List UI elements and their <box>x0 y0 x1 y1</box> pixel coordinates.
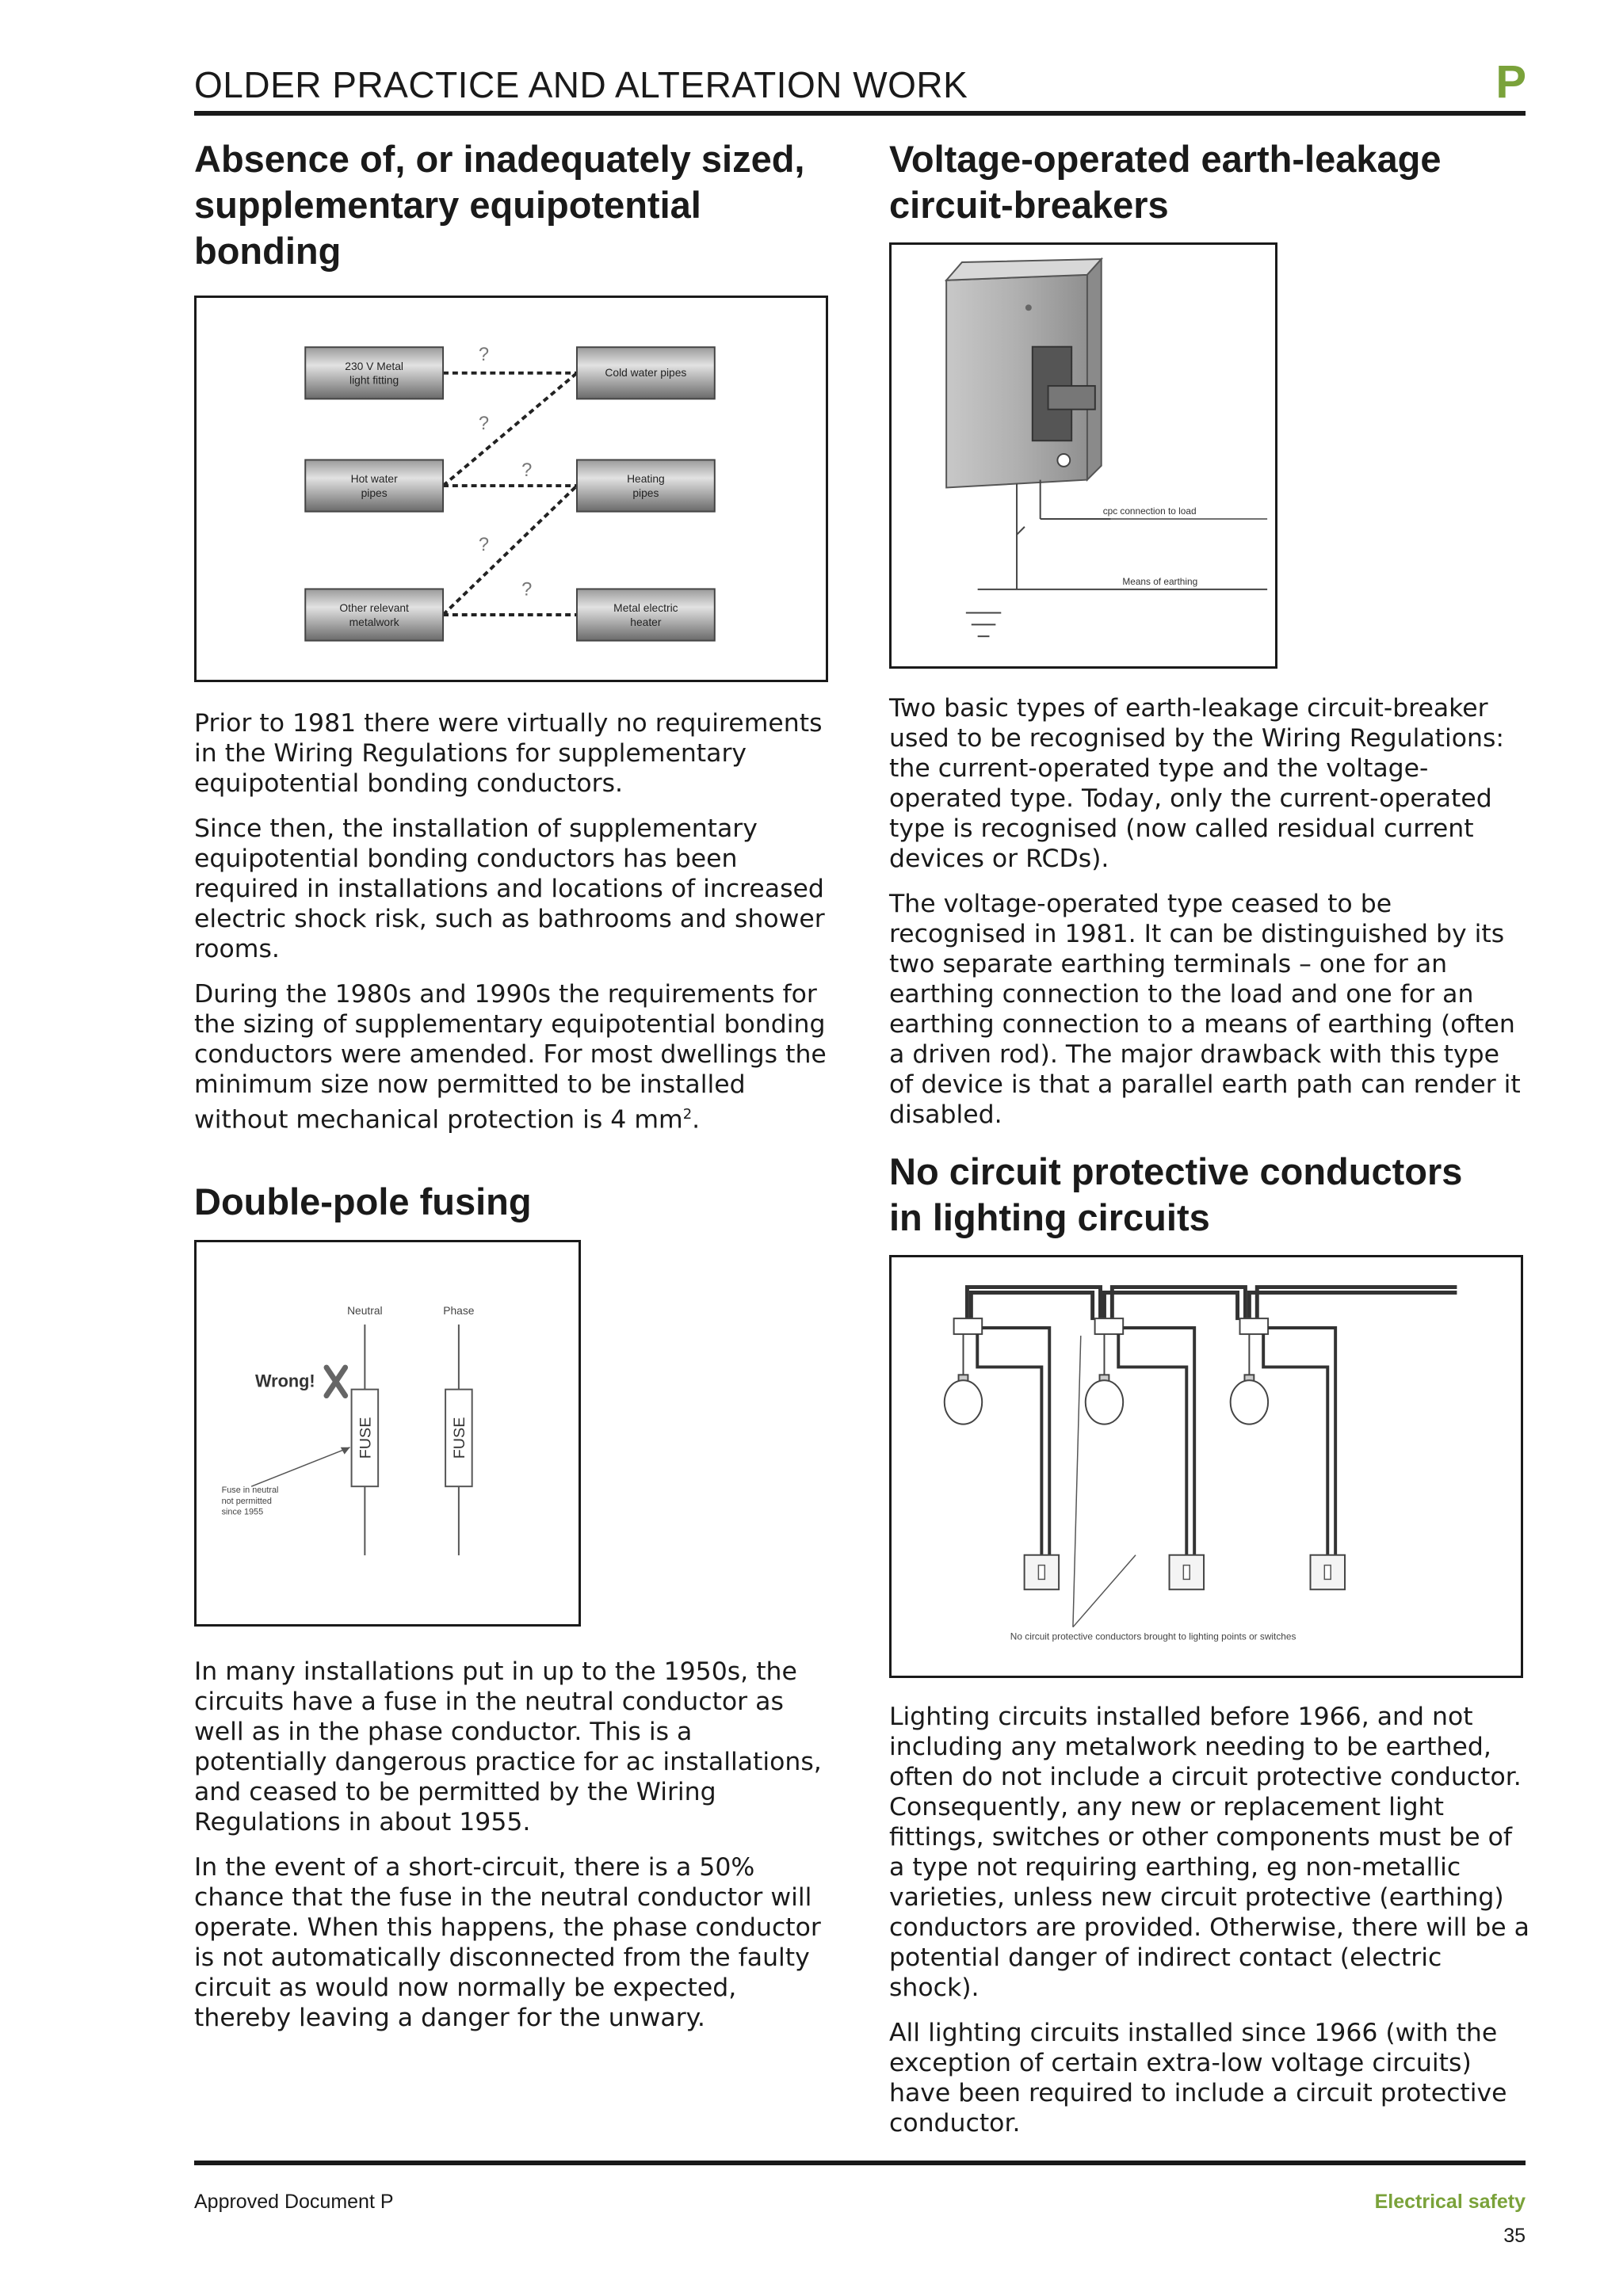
connection-line <box>443 373 577 486</box>
box-label: light fitting <box>349 373 399 387</box>
bonding-box <box>577 347 715 399</box>
neutral-label: Neutral <box>347 1303 383 1317</box>
question-mark: ? <box>478 535 490 556</box>
box-label: metalwork <box>349 615 399 628</box>
bulb-icon <box>1086 1380 1123 1424</box>
question-mark: ? <box>478 345 490 366</box>
box-label: heater <box>630 615 662 628</box>
breaker-toggle[interactable] <box>1048 386 1095 410</box>
paragraph: Lighting circuits installed before 1966, and not including any metalwork needing to be earthed, often do not include a circuit protective conductor. Consequently, any new or replacement light fittings, switches or other components must be of a type not requiring earthing, eg non-metallic varieties, unless new circuit protective (earthing) conductors are provided. Otherwise, there will be a potential danger of indirect contact (electric shock). <box>889 1703 1529 2002</box>
heading-line: Voltage-operated earth-leakage <box>889 138 1442 180</box>
load-label: cpc connection to load <box>1102 505 1197 517</box>
heading-supplementary-bonding <box>194 136 828 274</box>
question-mark: ? <box>478 413 490 434</box>
box-label: Other relevant <box>339 601 409 615</box>
earth-label: Means of earthing <box>1122 575 1198 587</box>
paragraph: All lighting circuits installed since 1966 (with the exception of certain extra-low voltage circuits) have been required to include a circuit protective conductor. <box>889 2019 1507 2138</box>
paragraph-end: . <box>692 1105 701 1135</box>
bonding-box <box>577 589 715 640</box>
heading-line: in lighting circuits <box>889 1196 1210 1238</box>
note-line: not permitted <box>221 1496 272 1506</box>
heading-double-pole-fusing: Double-pole fusing <box>194 1180 532 1222</box>
pointer-line <box>1073 1336 1081 1627</box>
bonding-box <box>305 347 443 399</box>
box-label: pipes <box>632 486 659 499</box>
bonding-connections <box>443 373 577 615</box>
section3-body <box>889 693 1531 1145</box>
phase-label: Phase <box>443 1303 475 1317</box>
wire-mark <box>1017 527 1025 535</box>
light-switch-icon <box>1025 1555 1060 1590</box>
question-mark: ? <box>521 579 533 601</box>
footer-section-title: Electrical safety <box>1374 2191 1526 2213</box>
bonding-box <box>577 460 715 511</box>
screw-icon <box>1025 304 1032 311</box>
box-label: Hot water <box>350 472 398 486</box>
bonding-box <box>305 460 443 511</box>
ceiling-rose <box>954 1318 983 1334</box>
section2-body <box>194 1657 828 2048</box>
switch-cable <box>982 1328 1335 1555</box>
footer-document-title: Approved Document P <box>194 2191 394 2213</box>
pointer-line <box>251 1447 349 1486</box>
wrong-label: Wrong! <box>255 1371 315 1391</box>
bulb-icon <box>945 1380 982 1424</box>
lighting-caption: No circuit protective conductors brought to lighting points or switches <box>1010 1630 1296 1642</box>
section4-body <box>889 1702 1531 2153</box>
question-mark: ? <box>521 460 533 482</box>
bulb-icon <box>1231 1380 1268 1424</box>
light-switch-icon <box>1170 1555 1205 1590</box>
heading-line: Absence of, or inadequately sized, <box>194 138 805 180</box>
paragraph: The voltage-operated type ceased to be recognised in 1981. It can be distinguished by its two separate earthing terminals – one for an earthing connection to the load and one for an earthing connection to a means of earthing (often a driven rod). The major drawback with this type of device is that a parallel earth path can render it disabled. <box>889 890 1521 1129</box>
pointer-line <box>1073 1555 1136 1627</box>
header-divider <box>194 111 1526 116</box>
switch-cable <box>977 1334 1327 1555</box>
ceiling-rose <box>1095 1318 1124 1334</box>
fuse-label: FUSE <box>450 1417 468 1459</box>
lighting-diagram-svg <box>892 1257 1521 1676</box>
ceiling-rose <box>1240 1318 1269 1334</box>
box-label: Heating <box>627 472 665 486</box>
earth-symbol-icon <box>966 613 1001 637</box>
fusing-diagram-svg <box>197 1242 579 1624</box>
paragraph-text: During the 1980s and 1990s the requirements for the sizing of supplementary equipotential bonding conductors were amended. For most dwellings the minimum size now permitted to be installed without mechanical protection is 4 mm <box>194 980 827 1135</box>
supply-cable <box>971 1292 1457 1326</box>
lighting-circuit-diagram <box>889 1255 1523 1678</box>
heading-line: No circuit protective conductors <box>889 1150 1463 1192</box>
elcb-diagram-svg <box>892 245 1275 666</box>
paragraph: Two basic types of earth-leakage circuit-breaker used to be recognised by the Wiring Regulations: the current-operated type and the voltage-operated type. Today, only the current-operated type is recognised (now called residual current devices or RCDs). <box>889 694 1504 873</box>
cross-icon <box>327 1367 346 1396</box>
heading-line: bonding <box>194 230 342 272</box>
heading-line: supplementary equipotential <box>194 184 701 226</box>
heading-line: circuit-breakers <box>889 184 1169 226</box>
box-label: Cold water pipes <box>605 365 687 379</box>
paragraph: Prior to 1981 there were virtually no requirements in the Wiring Regulations for supplementary equipotential bonding conductors. <box>194 709 823 798</box>
section1-body <box>194 708 828 1150</box>
note-line: since 1955 <box>221 1507 264 1517</box>
box-label: 230 V Metal <box>345 359 404 372</box>
heading-no-cpc-lighting <box>889 1149 1531 1241</box>
terminal-icon <box>1057 454 1070 467</box>
box-label: Metal electric <box>613 601 678 615</box>
bonding-box <box>305 589 443 640</box>
light-switch-icon <box>1311 1555 1346 1590</box>
section-letter: P <box>1495 56 1526 108</box>
bonding-diagram-svg <box>197 298 826 680</box>
bonding-diagram <box>194 296 828 682</box>
paragraph: Since then, the installation of supplementary equipotential bonding conductors has been required in installations and locations of increased electric shock risk, such as bathrooms and shower rooms. <box>194 814 825 963</box>
double-pole-fusing-diagram <box>194 1240 581 1627</box>
connection-line <box>443 486 577 615</box>
breaker-side <box>1087 259 1102 480</box>
superscript: 2 <box>682 1106 693 1123</box>
note-line: Fuse in neutral <box>221 1486 279 1496</box>
fuse-label: FUSE <box>357 1417 375 1459</box>
page-number: 35 <box>1503 2225 1526 2247</box>
paragraph: In the event of a short-circuit, there is a 50% chance that the fuse in the neutral conductor will operate. When this happens, the phase conductor is not automatically disconnected from the faulty circuit as would now normally be expected, thereby leaving a danger for the unwary. <box>194 1853 821 2032</box>
elcb-diagram <box>889 242 1277 669</box>
page-header-title: OLDER PRACTICE AND ALTERATION WORK <box>194 64 968 105</box>
footer-divider <box>194 2161 1526 2165</box>
box-label: pipes <box>361 486 388 499</box>
heading-voltage-operated-elcb <box>889 136 1531 228</box>
paragraph <box>194 979 828 1135</box>
paragraph: In many installations put in up to the 1950s, the circuits have a fuse in the neutral conductor as well as in the phase conductor. This is a potentially dangerous practice for ac installations, and ceased to be permitted by the Wiring Regulations in about 1955. <box>194 1657 822 1836</box>
